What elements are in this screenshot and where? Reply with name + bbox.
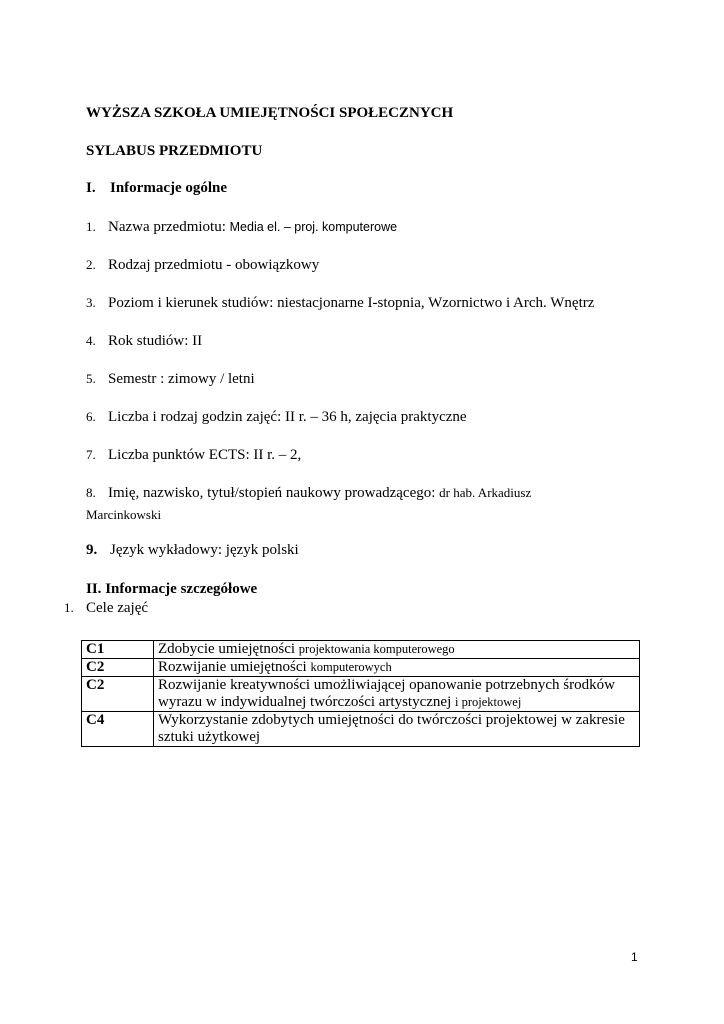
goal-text: Wykorzystanie zdobytych umiejętności do twórczości projektowej w zakresie sztuki użytkowej	[154, 712, 640, 747]
item-text: Język wykładowy: język polski	[110, 542, 299, 558]
section-2-numeral: II.	[86, 581, 102, 597]
item-label: Nazwa przedmiotu:	[108, 219, 230, 235]
goal-text: Zdobycie umiejętności projektowania komputerowego	[154, 641, 640, 659]
item-number: 4.	[86, 333, 96, 348]
item-number: 9.	[86, 542, 98, 558]
item-value: Media el. – proj. komputerowe	[229, 220, 398, 234]
item-number: 1.	[64, 600, 74, 615]
item-number: 5.	[86, 371, 96, 386]
item-label: Imię, nazwisko, tytuł/stopień naukowy prowadzącego:	[108, 485, 440, 501]
goal-text: Rozwijanie kreatywności umożliwiającej opanowanie potrzebnych środków wyrazu w indywidualnej twórczości artystycznej i projektowej	[154, 677, 640, 712]
info-item-8-continuation: Marcinkowski	[86, 507, 162, 522]
table-row	[82, 659, 640, 677]
item-number: 7.	[86, 447, 96, 462]
item-number: 3.	[86, 295, 96, 310]
info-item-9	[86, 542, 299, 559]
table-row	[82, 677, 640, 712]
table-row	[82, 712, 640, 747]
info-item-6	[86, 409, 467, 426]
page-number: 1	[631, 950, 638, 964]
goal-code: C2	[82, 659, 154, 677]
info-item-5	[86, 371, 255, 388]
section-1-numeral: I.	[86, 180, 96, 196]
item-text: Rok studiów: II	[108, 333, 203, 349]
goals-subheading	[64, 600, 148, 617]
item-number: 2.	[86, 257, 96, 272]
goal-code: C4	[82, 712, 154, 747]
section-2-heading	[86, 581, 257, 598]
item-number: 6.	[86, 409, 96, 424]
goal-text: Rozwijanie umiejętności komputerowych	[154, 659, 640, 677]
item-text: Rodzaj przedmiotu - obowiązkowy	[108, 257, 320, 273]
info-item-4	[86, 333, 202, 350]
item-text: Poziom i kierunek studiów: niestacjonarne I-stopnia, Wzornictwo i Arch. Wnętrz	[108, 295, 595, 311]
school-name: WYŻSZA SZKOŁA UMIEJĘTNOŚCI SPOŁECZNYCH	[86, 105, 454, 121]
item-value: dr hab. Arkadiusz	[439, 485, 532, 500]
item-number: 8.	[86, 485, 96, 500]
document-title: SYLABUS PRZEDMIOTU	[86, 143, 263, 159]
item-text: Semestr : zimowy / letni	[108, 371, 255, 387]
goals-label: Cele zajęć	[86, 600, 149, 616]
section-2-title: Informacje szczegółowe	[105, 581, 258, 597]
info-item-7	[86, 447, 301, 464]
info-item-2	[86, 257, 319, 274]
table-row	[82, 641, 640, 659]
section-1-heading	[86, 180, 227, 197]
goals-table	[81, 640, 640, 747]
item-number: 1.	[86, 219, 96, 234]
goal-code: C2	[82, 677, 154, 712]
goal-code: C1	[82, 641, 154, 659]
info-item-1	[86, 219, 397, 236]
section-1-title: Informacje ogólne	[110, 180, 228, 196]
info-item-3	[86, 295, 594, 312]
info-item-8	[86, 485, 531, 502]
item-text: Liczba punktów ECTS: II r. – 2,	[108, 447, 302, 463]
item-text: Liczba i rodzaj godzin zajęć: II r. – 36 h, zajęcia praktyczne	[108, 409, 467, 425]
